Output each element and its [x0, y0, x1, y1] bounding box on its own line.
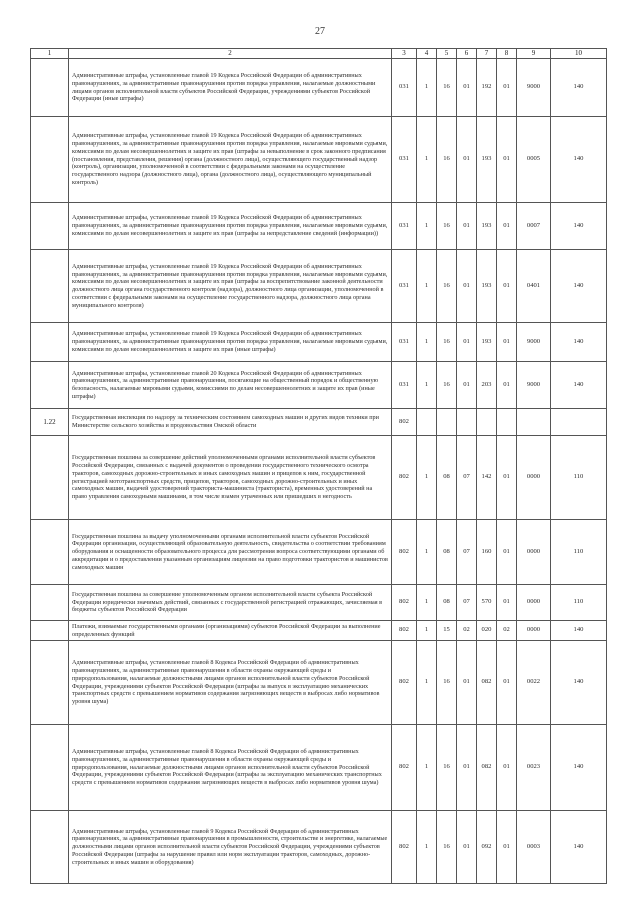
code-cell	[437, 409, 457, 436]
code-cell	[497, 409, 517, 436]
row-description: Государственная пошлина за выдачу уполномоченными органами исполнительной власти субъектов Российской Федерации организации, осуществляющей образовательную деятельность, свидетельства о соответствии требованиям оборудования и оснащенности образовательного процесса для рассмотрения вопроса соответствующими органами об аккредитации и о предоставлении указанным организациям лицензии на право подготовки трактористов и машинистов самоходных машин	[69, 520, 392, 585]
code-cell: 140	[551, 641, 607, 725]
column-number: 7	[477, 49, 497, 59]
row-description: Государственная инспекция по надзору за техническим состоянием самоходных машин и других видов техники при Министерстве сельского хозяйства и продовольствия Омской области	[69, 409, 392, 436]
code-cell: 01	[457, 323, 477, 362]
code-cell: 802	[392, 811, 417, 884]
row-position	[31, 323, 69, 362]
row-position: 1.22	[31, 409, 69, 436]
code-cell: 08	[437, 436, 457, 520]
code-cell: 16	[437, 725, 457, 811]
code-cell: 01	[497, 59, 517, 117]
code-cell: 140	[551, 621, 607, 641]
code-cell: 1	[417, 59, 437, 117]
code-cell: 07	[457, 520, 477, 585]
code-cell: 031	[392, 323, 417, 362]
code-cell: 01	[457, 811, 477, 884]
code-cell: 140	[551, 117, 607, 203]
code-cell: 0000	[517, 621, 551, 641]
column-number-row	[31, 49, 607, 59]
code-cell: 01	[457, 362, 477, 409]
table-row	[31, 621, 607, 641]
code-cell: 802	[392, 409, 417, 436]
code-cell: 01	[457, 203, 477, 250]
row-description: Административные штрафы, установленные главой 20 Кодекса Российской Федерации об административных правонарушениях, за административные правонарушения, посягающие на общественный порядок и общественную безопасность, налагаемые мировыми судьями, комиссиями по делам несовершеннолетних и защите их прав (иные штрафы)	[69, 362, 392, 409]
code-cell: 01	[497, 585, 517, 621]
code-cell	[457, 409, 477, 436]
code-cell: 16	[437, 59, 457, 117]
code-cell: 802	[392, 585, 417, 621]
code-cell: 193	[477, 203, 497, 250]
code-cell: 01	[497, 323, 517, 362]
row-description: Административные штрафы, установленные главой 19 Кодекса Российской Федерации об административных правонарушениях, за административные правонарушения против порядка управления, налагаемые мировыми судьями, комиссиями по делам несовершеннолетних и защите их прав (штрафы за невыполнение в срок законного предписания (постановления, представления, решения) органа (должностного лица), осуществляющего государственный надзор (контроль), организации, уполномоченной в соответствии с федеральными законами на осуществление государственного надзора (должностного лица), органа (должностного лица), осуществляющего муниципальный контроль)	[69, 117, 392, 203]
code-cell: 082	[477, 641, 497, 725]
code-cell: 140	[551, 59, 607, 117]
code-cell: 1	[417, 203, 437, 250]
row-description: Административные штрафы, установленные главой 8 Кодекса Российской Федерации об административных правонарушениях, за административные правонарушения в области охраны окружающей среды и природопользования, налагаемые должностными лицами органов исполнительной власти субъектов Российской Федерации, учреждениями субъектов Российской Федерации (штрафы за эксплуатацию механических транспортных средств с превышением нормативов содержания загрязняющих веществ в выбросах либо нормативов уровня шума)	[69, 725, 392, 811]
code-cell: 802	[392, 621, 417, 641]
code-cell: 01	[497, 362, 517, 409]
row-position	[31, 811, 69, 884]
column-number: 3	[392, 49, 417, 59]
row-position	[31, 725, 69, 811]
row-position	[31, 520, 69, 585]
code-cell: 140	[551, 811, 607, 884]
row-description: Административные штрафы, установленные главой 19 Кодекса Российской Федерации об административных правонарушениях, за административные правонарушения против порядка управления, налагаемые должностными лицами органов исполнительной власти субъектов Российской Федерации, учреждениями субъектов Российской Федерации (иные штрафы)	[69, 59, 392, 117]
code-cell: 192	[477, 59, 497, 117]
column-number: 4	[417, 49, 437, 59]
code-cell: 140	[551, 250, 607, 323]
code-cell: 16	[437, 362, 457, 409]
code-cell: 01	[497, 811, 517, 884]
column-number: 2	[69, 49, 392, 59]
column-number: 5	[437, 49, 457, 59]
code-cell	[477, 409, 497, 436]
code-cell	[417, 409, 437, 436]
code-cell: 193	[477, 250, 497, 323]
code-cell: 092	[477, 811, 497, 884]
row-position	[31, 436, 69, 520]
code-cell: 01	[497, 725, 517, 811]
row-position	[31, 59, 69, 117]
code-cell: 802	[392, 641, 417, 725]
table-row	[31, 117, 607, 203]
row-position	[31, 203, 69, 250]
code-cell: 0023	[517, 725, 551, 811]
table-row	[31, 203, 607, 250]
row-description: Административные штрафы, установленные главой 19 Кодекса Российской Федерации об административных правонарушениях, за административные правонарушения против порядка управления, налагаемые мировыми судьями, комиссиями по делам несовершеннолетних и защите их прав (иные штрафы)	[69, 323, 392, 362]
row-description: Административные штрафы, установленные главой 19 Кодекса Российской Федерации об административных правонарушениях, за административные правонарушения против порядка управления, налагаемые мировыми судьями, комиссиями по делам несовершеннолетних и защите их прав (штрафы за непредставление сведений (информации))	[69, 203, 392, 250]
code-cell: 02	[497, 621, 517, 641]
code-cell: 160	[477, 520, 497, 585]
code-cell: 1	[417, 362, 437, 409]
code-cell: 031	[392, 59, 417, 117]
code-cell: 110	[551, 585, 607, 621]
code-cell: 0000	[517, 585, 551, 621]
row-description: Государственная пошлина за совершение действий уполномоченными органами исполнительной власти субъектов Российской Федерации, связанных с выдачей документов о проведении государственного технического осмотра тракторов, самоходных дорожно-строительных и иных самоходных машин и прицепов к ним, государственной регистрацией мототранспортных средств, прицепов, тракторов, самоходных дорожно-строительных и иных самоходных машин, выдачей удостоверений тракториста-машиниста (тракториста), временных удостоверений на право управления самоходными машинами, в том числе взамен утраченных или пришедших в негодность	[69, 436, 392, 520]
column-number: 6	[457, 49, 477, 59]
code-cell: 9000	[517, 59, 551, 117]
table-row	[31, 725, 607, 811]
code-cell: 01	[497, 250, 517, 323]
code-cell: 1	[417, 250, 437, 323]
code-cell: 031	[392, 362, 417, 409]
row-description: Платежи, взимаемые государственными органами (организациями) субъектов Российской Федерации за выполнение определенных функций	[69, 621, 392, 641]
code-cell: 031	[392, 250, 417, 323]
code-cell: 15	[437, 621, 457, 641]
code-cell: 1	[417, 725, 437, 811]
row-position	[31, 362, 69, 409]
table-row	[31, 641, 607, 725]
code-cell: 1	[417, 323, 437, 362]
row-position	[31, 585, 69, 621]
code-cell: 08	[437, 585, 457, 621]
code-cell	[551, 409, 607, 436]
page-number: 27	[315, 26, 325, 37]
code-cell: 01	[457, 641, 477, 725]
code-cell: 1	[417, 621, 437, 641]
code-cell: 0005	[517, 117, 551, 203]
code-cell: 16	[437, 641, 457, 725]
code-cell: 9000	[517, 362, 551, 409]
code-cell: 01	[457, 117, 477, 203]
code-cell: 203	[477, 362, 497, 409]
row-description: Административные штрафы, установленные главой 19 Кодекса Российской Федерации об административных правонарушениях, за административные правонарушения против порядка управления, налагаемые мировыми судьями, комиссиями по делам несовершеннолетних и защите их прав (штрафы за воспрепятствование законной деятельности должностного лица органа государственного контроля (надзора), должностного лица организации, уполномоченной в соответствии с федеральными законами на осуществление государственного надзора, должностного лица органа муниципального контроля)	[69, 250, 392, 323]
code-cell: 570	[477, 585, 497, 621]
row-position	[31, 621, 69, 641]
code-cell: 140	[551, 725, 607, 811]
code-cell: 031	[392, 203, 417, 250]
code-cell: 0007	[517, 203, 551, 250]
column-number: 8	[497, 49, 517, 59]
code-cell: 0000	[517, 436, 551, 520]
code-cell: 07	[457, 585, 477, 621]
table-row	[31, 250, 607, 323]
code-cell: 802	[392, 725, 417, 811]
code-cell: 01	[457, 250, 477, 323]
code-cell: 08	[437, 520, 457, 585]
table-row	[31, 362, 607, 409]
column-number: 9	[517, 49, 551, 59]
code-cell: 9000	[517, 323, 551, 362]
table-row	[31, 520, 607, 585]
table-row	[31, 436, 607, 520]
row-description: Административные штрафы, установленные главой 8 Кодекса Российской Федерации об административных правонарушениях, за административные правонарушения в области охраны окружающей среды и природопользования, налагаемые должностными лицами органов исполнительной власти субъектов Российской Федерации, учреждениями субъектов Российской Федерации (штрафы за выпуск в эксплуатацию механических транспортных средств с превышением нормативов содержания загрязняющих веществ в выбросах либо нормативов уровня шума)	[69, 641, 392, 725]
code-cell	[517, 409, 551, 436]
column-number: 10	[551, 49, 607, 59]
row-position	[31, 641, 69, 725]
code-cell: 802	[392, 520, 417, 585]
column-number: 1	[31, 49, 69, 59]
code-cell: 01	[457, 59, 477, 117]
code-cell: 16	[437, 323, 457, 362]
code-cell: 16	[437, 117, 457, 203]
code-cell: 01	[497, 203, 517, 250]
table-row	[31, 409, 607, 436]
code-cell: 0003	[517, 811, 551, 884]
code-cell: 0022	[517, 641, 551, 725]
code-cell: 1	[417, 811, 437, 884]
code-cell: 140	[551, 323, 607, 362]
code-cell: 16	[437, 250, 457, 323]
code-cell: 1	[417, 585, 437, 621]
code-cell: 01	[497, 520, 517, 585]
code-cell: 110	[551, 436, 607, 520]
code-cell: 07	[457, 436, 477, 520]
table-row	[31, 811, 607, 884]
code-cell: 110	[551, 520, 607, 585]
code-cell: 140	[551, 203, 607, 250]
code-cell: 802	[392, 436, 417, 520]
code-cell: 031	[392, 117, 417, 203]
code-cell: 02	[457, 621, 477, 641]
code-cell: 0000	[517, 520, 551, 585]
code-cell: 1	[417, 641, 437, 725]
code-cell: 01	[497, 641, 517, 725]
table-row	[31, 59, 607, 117]
code-cell: 01	[457, 725, 477, 811]
code-cell: 1	[417, 436, 437, 520]
code-cell: 193	[477, 323, 497, 362]
code-cell: 020	[477, 621, 497, 641]
code-cell: 1	[417, 117, 437, 203]
code-cell: 082	[477, 725, 497, 811]
table-row	[31, 585, 607, 621]
row-position	[31, 250, 69, 323]
row-description: Государственная пошлина за совершение уполномоченным органом исполнительной власти субъекта Российской Федерации юридически значимых действий, связанных с государственной регистрацией отражающих, зачисляемая в бюджеты субъектов Российской Федерации	[69, 585, 392, 621]
code-cell: 193	[477, 117, 497, 203]
code-cell: 0401	[517, 250, 551, 323]
code-cell: 16	[437, 811, 457, 884]
code-cell: 140	[551, 362, 607, 409]
budget-codes-table	[30, 48, 607, 884]
table-row	[31, 323, 607, 362]
code-cell: 01	[497, 117, 517, 203]
row-description: Административные штрафы, установленные главой 9 Кодекса Российской Федерации об административных правонарушениях, за административные правонарушения в промышленности, строительстве и энергетике, налагаемые должностными лицами органов исполнительной власти субъектов Российской Федерации, учреждениями субъектов Российской Федерации (штрафы за нарушение правил или норм эксплуатации тракторов, самоходных, дорожно-строительных и иных машин и оборудования)	[69, 811, 392, 884]
code-cell: 16	[437, 203, 457, 250]
code-cell: 142	[477, 436, 497, 520]
code-cell: 01	[497, 436, 517, 520]
row-position	[31, 117, 69, 203]
code-cell: 1	[417, 520, 437, 585]
